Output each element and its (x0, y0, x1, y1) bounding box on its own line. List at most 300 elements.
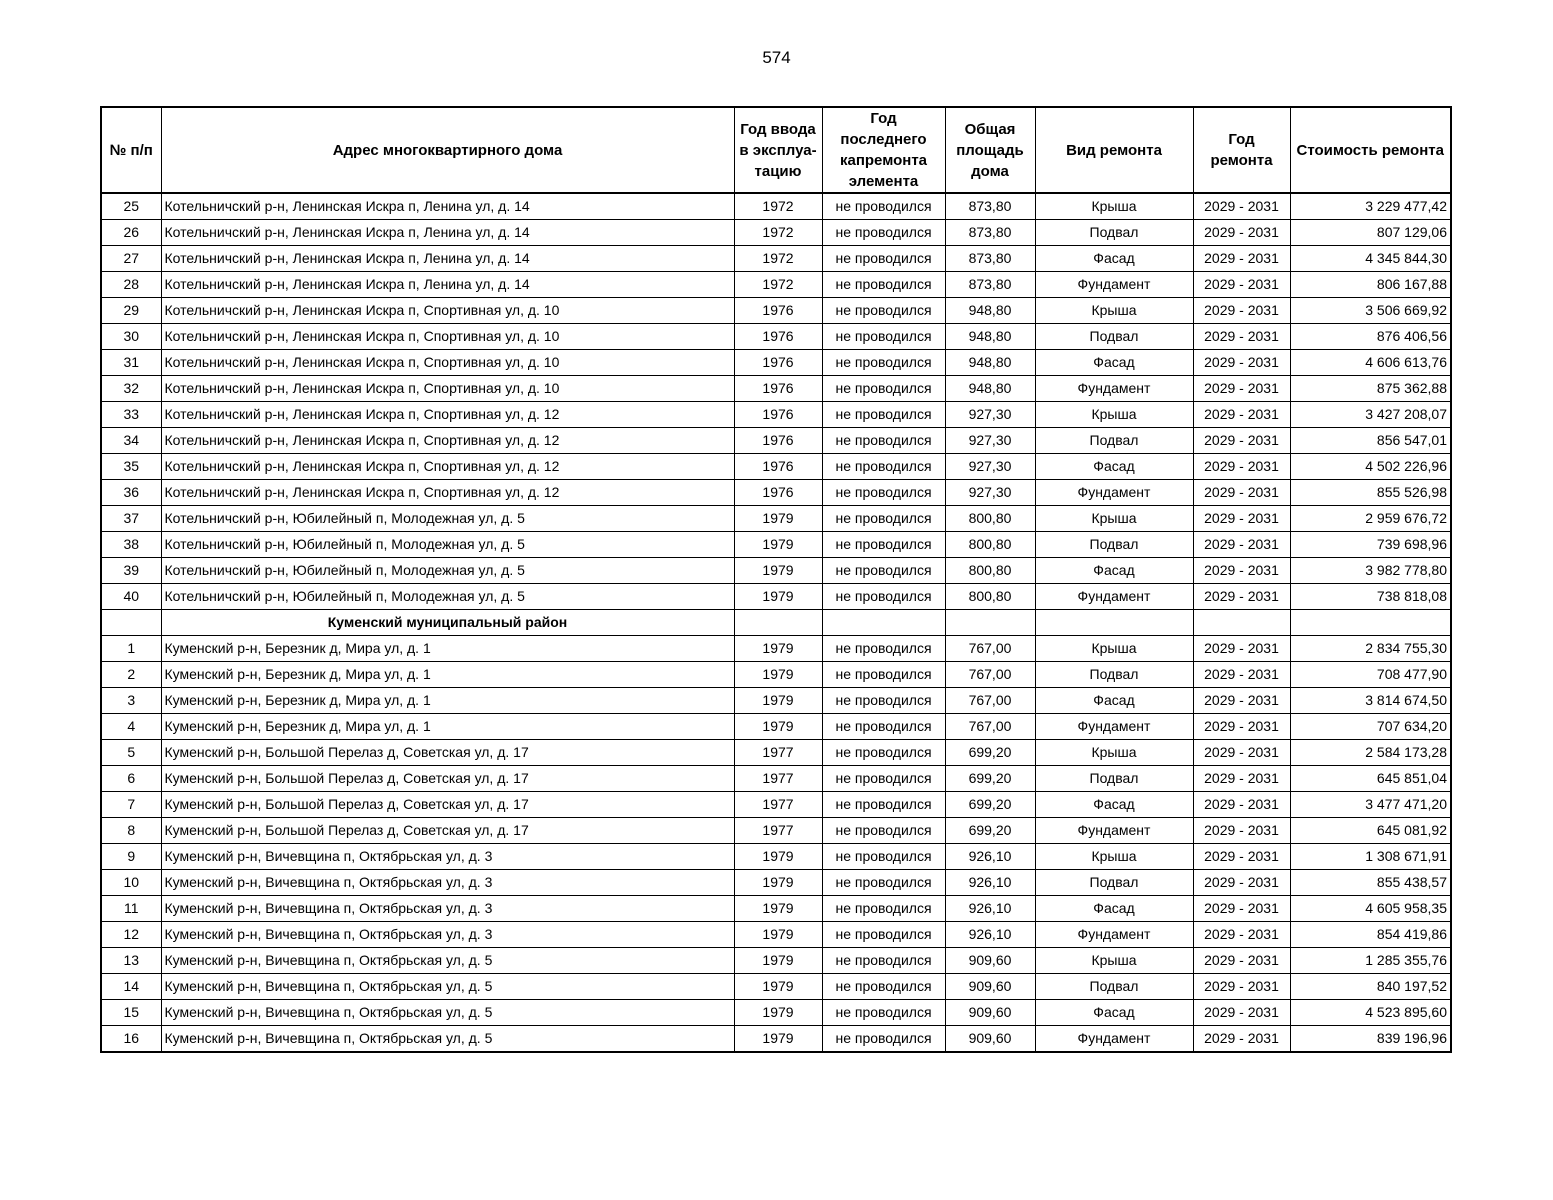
cell-repair-type: Крыша (1035, 506, 1193, 532)
cell-cost: 840 197,52 (1290, 974, 1451, 1000)
cell-cost: 856 547,01 (1290, 428, 1451, 454)
cell-num: 13 (101, 948, 161, 974)
cell-repair-type: Фасад (1035, 558, 1193, 584)
cell-cost: 839 196,96 (1290, 1026, 1451, 1053)
cell-cost: 3 229 477,42 (1290, 193, 1451, 220)
cell-cost: 739 698,96 (1290, 532, 1451, 558)
cell-repair-period: 2029 - 2031 (1193, 454, 1290, 480)
cell-area: 927,30 (945, 428, 1035, 454)
cell-year-built: 1977 (734, 740, 822, 766)
table-row (101, 870, 1451, 896)
cell-num: 9 (101, 844, 161, 870)
cell-area: 800,80 (945, 532, 1035, 558)
table-row (101, 896, 1451, 922)
cell-area: 948,80 (945, 376, 1035, 402)
cell-last-repair: не проводился (822, 506, 945, 532)
cell-year-built: 1979 (734, 662, 822, 688)
cell-cost: 855 526,98 (1290, 480, 1451, 506)
cell-repair-type: Подвал (1035, 766, 1193, 792)
cell-address: Куменский р-н, Большой Перелаз д, Советская ул, д. 17 (161, 740, 734, 766)
cell-year-built: 1979 (734, 948, 822, 974)
cell-num: 35 (101, 454, 161, 480)
cell-last-repair: не проводился (822, 558, 945, 584)
cell-cost: 3 814 674,50 (1290, 688, 1451, 714)
cell-area: 909,60 (945, 948, 1035, 974)
cell-repair-type: Фундамент (1035, 922, 1193, 948)
cell-cost: 3 427 208,07 (1290, 402, 1451, 428)
cell-repair-type: Подвал (1035, 662, 1193, 688)
cell-area: 909,60 (945, 974, 1035, 1000)
cell-repair-type: Фасад (1035, 454, 1193, 480)
table-row (101, 428, 1451, 454)
cell-num: 37 (101, 506, 161, 532)
empty-cell (822, 610, 945, 636)
empty-cell (1193, 610, 1290, 636)
table-row (101, 818, 1451, 844)
cell-last-repair: не проводился (822, 870, 945, 896)
cell-last-repair: не проводился (822, 193, 945, 220)
cell-last-repair: не проводился (822, 688, 945, 714)
cell-area: 767,00 (945, 662, 1035, 688)
cell-repair-type: Крыша (1035, 948, 1193, 974)
cell-last-repair: не проводился (822, 662, 945, 688)
cell-repair-type: Подвал (1035, 428, 1193, 454)
cell-address: Куменский р-н, Вичевщина п, Октябрьская ул, д. 5 (161, 974, 734, 1000)
cell-year-built: 1972 (734, 272, 822, 298)
cell-cost: 1 308 671,91 (1290, 844, 1451, 870)
cell-year-built: 1976 (734, 480, 822, 506)
cell-last-repair: не проводился (822, 246, 945, 272)
cell-cost: 3 506 669,92 (1290, 298, 1451, 324)
cell-num: 33 (101, 402, 161, 428)
table-row (101, 584, 1451, 610)
cell-last-repair: не проводился (822, 532, 945, 558)
cell-area: 699,20 (945, 818, 1035, 844)
cell-num: 16 (101, 1026, 161, 1053)
cell-repair-type: Крыша (1035, 636, 1193, 662)
table-row (101, 350, 1451, 376)
cell-repair-period: 2029 - 2031 (1193, 714, 1290, 740)
cell-year-built: 1979 (734, 1026, 822, 1053)
cell-last-repair: не проводился (822, 714, 945, 740)
cell-last-repair: не проводился (822, 454, 945, 480)
cell-address: Котельничский р-н, Ленинская Искра п, Спортивная ул, д. 10 (161, 350, 734, 376)
cell-area: 699,20 (945, 792, 1035, 818)
table-row (101, 193, 1451, 220)
cell-last-repair: не проводился (822, 896, 945, 922)
cell-cost: 645 081,92 (1290, 818, 1451, 844)
cell-num: 7 (101, 792, 161, 818)
header-address: Адрес многоквартирного дома (161, 107, 734, 193)
cell-cost: 1 285 355,76 (1290, 948, 1451, 974)
table-body (101, 193, 1451, 1052)
cell-repair-type: Фундамент (1035, 818, 1193, 844)
cell-repair-type: Крыша (1035, 193, 1193, 220)
cell-repair-period: 2029 - 2031 (1193, 480, 1290, 506)
cell-area: 767,00 (945, 688, 1035, 714)
cell-repair-type: Крыша (1035, 740, 1193, 766)
cell-num: 1 (101, 636, 161, 662)
cell-last-repair: не проводился (822, 948, 945, 974)
cell-year-built: 1976 (734, 454, 822, 480)
cell-repair-type: Подвал (1035, 974, 1193, 1000)
cell-year-built: 1976 (734, 350, 822, 376)
cell-year-built: 1977 (734, 792, 822, 818)
cell-repair-type: Подвал (1035, 870, 1193, 896)
cell-address: Куменский р-н, Большой Перелаз д, Советская ул, д. 17 (161, 818, 734, 844)
cell-area: 873,80 (945, 193, 1035, 220)
cell-num: 10 (101, 870, 161, 896)
cell-num: 8 (101, 818, 161, 844)
table-row (101, 714, 1451, 740)
cell-repair-period: 2029 - 2031 (1193, 818, 1290, 844)
header-area: Общая площадь дома (945, 107, 1035, 193)
cell-repair-period: 2029 - 2031 (1193, 272, 1290, 298)
cell-repair-period: 2029 - 2031 (1193, 844, 1290, 870)
table-row (101, 480, 1451, 506)
cell-repair-type: Фасад (1035, 350, 1193, 376)
cell-address: Куменский р-н, Вичевщина п, Октябрьская ул, д. 3 (161, 922, 734, 948)
cell-num: 32 (101, 376, 161, 402)
cell-repair-period: 2029 - 2031 (1193, 220, 1290, 246)
header-last-repair: Год последнего капремонта элемента (822, 107, 945, 193)
cell-year-built: 1977 (734, 818, 822, 844)
cell-repair-period: 2029 - 2031 (1193, 193, 1290, 220)
cell-last-repair: не проводился (822, 272, 945, 298)
empty-cell (1035, 610, 1193, 636)
cell-repair-period: 2029 - 2031 (1193, 974, 1290, 1000)
cell-repair-period: 2029 - 2031 (1193, 636, 1290, 662)
cell-num: 38 (101, 532, 161, 558)
cell-year-built: 1979 (734, 870, 822, 896)
cell-cost: 806 167,88 (1290, 272, 1451, 298)
cell-last-repair: не проводился (822, 402, 945, 428)
cell-repair-type: Крыша (1035, 298, 1193, 324)
cell-area: 873,80 (945, 272, 1035, 298)
cell-last-repair: не проводился (822, 922, 945, 948)
cell-repair-type: Фундамент (1035, 714, 1193, 740)
cell-last-repair: не проводился (822, 792, 945, 818)
cell-year-built: 1972 (734, 220, 822, 246)
cell-repair-period: 2029 - 2031 (1193, 246, 1290, 272)
cell-cost: 738 818,08 (1290, 584, 1451, 610)
cell-address: Котельничский р-н, Юбилейный п, Молодежная ул, д. 5 (161, 506, 734, 532)
cell-num: 27 (101, 246, 161, 272)
cell-repair-type: Фундамент (1035, 584, 1193, 610)
cell-repair-period: 2029 - 2031 (1193, 506, 1290, 532)
cell-address: Куменский р-н, Вичевщина п, Октябрьская ул, д. 5 (161, 1000, 734, 1026)
cell-num: 6 (101, 766, 161, 792)
cell-last-repair: не проводился (822, 636, 945, 662)
cell-num: 28 (101, 272, 161, 298)
cell-area: 948,80 (945, 350, 1035, 376)
header-cost: Стоимость ремонта (1290, 107, 1451, 193)
cell-num: 5 (101, 740, 161, 766)
cell-cost: 707 634,20 (1290, 714, 1451, 740)
cell-last-repair: не проводился (822, 1026, 945, 1053)
cell-address: Котельничский р-н, Ленинская Искра п, Спортивная ул, д. 10 (161, 324, 734, 350)
cell-year-built: 1979 (734, 506, 822, 532)
cell-cost: 4 606 613,76 (1290, 350, 1451, 376)
empty-cell (101, 610, 161, 636)
cell-cost: 3 477 471,20 (1290, 792, 1451, 818)
cell-repair-period: 2029 - 2031 (1193, 532, 1290, 558)
cell-area: 948,80 (945, 298, 1035, 324)
table-row (101, 740, 1451, 766)
cell-cost: 855 438,57 (1290, 870, 1451, 896)
header-year-built: Год ввода в эксплуа-тацию (734, 107, 822, 193)
cell-repair-period: 2029 - 2031 (1193, 558, 1290, 584)
cell-repair-period: 2029 - 2031 (1193, 402, 1290, 428)
cell-last-repair: не проводился (822, 376, 945, 402)
cell-area: 800,80 (945, 558, 1035, 584)
cell-num: 30 (101, 324, 161, 350)
cell-num: 4 (101, 714, 161, 740)
cell-last-repair: не проводился (822, 350, 945, 376)
cell-last-repair: не проводился (822, 428, 945, 454)
cell-repair-period: 2029 - 2031 (1193, 1026, 1290, 1053)
cell-repair-type: Фасад (1035, 896, 1193, 922)
cell-cost: 4 502 226,96 (1290, 454, 1451, 480)
cell-cost: 876 406,56 (1290, 324, 1451, 350)
cell-area: 948,80 (945, 324, 1035, 350)
cell-num: 31 (101, 350, 161, 376)
cell-repair-period: 2029 - 2031 (1193, 298, 1290, 324)
section-row (101, 610, 1451, 636)
cell-cost: 854 419,86 (1290, 922, 1451, 948)
cell-repair-period: 2029 - 2031 (1193, 662, 1290, 688)
cell-area: 926,10 (945, 896, 1035, 922)
cell-address: Котельничский р-н, Ленинская Искра п, Спортивная ул, д. 12 (161, 480, 734, 506)
cell-area: 800,80 (945, 506, 1035, 532)
cell-cost: 807 129,06 (1290, 220, 1451, 246)
table-row (101, 1026, 1451, 1053)
cell-last-repair: не проводился (822, 1000, 945, 1026)
cell-year-built: 1979 (734, 896, 822, 922)
cell-cost: 875 362,88 (1290, 376, 1451, 402)
header-repair-period: Год ремонта (1193, 107, 1290, 193)
cell-repair-type: Фундамент (1035, 376, 1193, 402)
cell-address: Котельничский р-н, Ленинская Искра п, Спортивная ул, д. 12 (161, 428, 734, 454)
table-row (101, 844, 1451, 870)
page-number: 574 (762, 48, 791, 67)
cell-repair-period: 2029 - 2031 (1193, 688, 1290, 714)
cell-repair-type: Подвал (1035, 532, 1193, 558)
cell-area: 800,80 (945, 584, 1035, 610)
table-row (101, 324, 1451, 350)
table-row (101, 532, 1451, 558)
cell-repair-period: 2029 - 2031 (1193, 428, 1290, 454)
cell-cost: 2 834 755,30 (1290, 636, 1451, 662)
cell-last-repair: не проводился (822, 584, 945, 610)
cell-repair-type: Крыша (1035, 844, 1193, 870)
cell-year-built: 1976 (734, 402, 822, 428)
cell-repair-type: Подвал (1035, 220, 1193, 246)
cell-year-built: 1976 (734, 324, 822, 350)
table-row (101, 688, 1451, 714)
cell-last-repair: не проводился (822, 220, 945, 246)
cell-area: 909,60 (945, 1026, 1035, 1053)
cell-last-repair: не проводился (822, 766, 945, 792)
table-header (101, 107, 1451, 193)
cell-area: 927,30 (945, 402, 1035, 428)
cell-cost: 2 959 676,72 (1290, 506, 1451, 532)
section-title: Куменский муниципальный район (161, 610, 734, 636)
table-row (101, 402, 1451, 428)
cell-area: 927,30 (945, 480, 1035, 506)
cell-address: Котельничский р-н, Ленинская Искра п, Ленина ул, д. 14 (161, 193, 734, 220)
cell-year-built: 1972 (734, 193, 822, 220)
cell-cost: 4 345 844,30 (1290, 246, 1451, 272)
cell-year-built: 1979 (734, 974, 822, 1000)
header-repair-type: Вид ремонта (1035, 107, 1193, 193)
cell-address: Куменский р-н, Большой Перелаз д, Советская ул, д. 17 (161, 766, 734, 792)
cell-year-built: 1979 (734, 922, 822, 948)
cell-address: Куменский р-н, Березник д, Мира ул, д. 1 (161, 662, 734, 688)
cell-num: 34 (101, 428, 161, 454)
cell-num: 3 (101, 688, 161, 714)
cell-repair-type: Фасад (1035, 1000, 1193, 1026)
cell-area: 767,00 (945, 636, 1035, 662)
cell-cost: 3 982 778,80 (1290, 558, 1451, 584)
cell-repair-type: Фундамент (1035, 480, 1193, 506)
cell-last-repair: не проводился (822, 740, 945, 766)
cell-year-built: 1979 (734, 1000, 822, 1026)
repair-registry-table (100, 106, 1452, 1053)
cell-address: Котельничский р-н, Ленинская Искра п, Ленина ул, д. 14 (161, 220, 734, 246)
cell-last-repair: не проводился (822, 974, 945, 1000)
header-num: № п/п (101, 107, 161, 193)
table-row (101, 298, 1451, 324)
table-row (101, 272, 1451, 298)
table-row (101, 636, 1451, 662)
cell-cost: 645 851,04 (1290, 766, 1451, 792)
cell-last-repair: не проводился (822, 298, 945, 324)
cell-num: 36 (101, 480, 161, 506)
cell-num: 39 (101, 558, 161, 584)
cell-address: Куменский р-н, Большой Перелаз д, Советская ул, д. 17 (161, 792, 734, 818)
cell-address: Куменский р-н, Березник д, Мира ул, д. 1 (161, 636, 734, 662)
cell-area: 767,00 (945, 714, 1035, 740)
cell-repair-period: 2029 - 2031 (1193, 896, 1290, 922)
cell-last-repair: не проводился (822, 324, 945, 350)
cell-repair-type: Фасад (1035, 688, 1193, 714)
cell-area: 699,20 (945, 740, 1035, 766)
cell-num: 2 (101, 662, 161, 688)
cell-address: Куменский р-н, Вичевщина п, Октябрьская ул, д. 3 (161, 870, 734, 896)
table-row (101, 376, 1451, 402)
table-row (101, 506, 1451, 532)
cell-repair-period: 2029 - 2031 (1193, 324, 1290, 350)
cell-cost: 2 584 173,28 (1290, 740, 1451, 766)
cell-address: Котельничский р-н, Ленинская Искра п, Спортивная ул, д. 10 (161, 298, 734, 324)
cell-area: 926,10 (945, 922, 1035, 948)
cell-year-built: 1972 (734, 246, 822, 272)
cell-year-built: 1976 (734, 428, 822, 454)
cell-repair-period: 2029 - 2031 (1193, 922, 1290, 948)
cell-address: Котельничский р-н, Юбилейный п, Молодежная ул, д. 5 (161, 532, 734, 558)
cell-repair-type: Фасад (1035, 792, 1193, 818)
cell-year-built: 1979 (734, 844, 822, 870)
cell-address: Куменский р-н, Вичевщина п, Октябрьская ул, д. 3 (161, 896, 734, 922)
table-row (101, 766, 1451, 792)
cell-address: Куменский р-н, Вичевщина п, Октябрьская ул, д. 5 (161, 948, 734, 974)
cell-area: 926,10 (945, 844, 1035, 870)
cell-last-repair: не проводился (822, 480, 945, 506)
cell-year-built: 1977 (734, 766, 822, 792)
cell-address: Котельничский р-н, Юбилейный п, Молодежная ул, д. 5 (161, 584, 734, 610)
cell-repair-period: 2029 - 2031 (1193, 376, 1290, 402)
cell-num: 25 (101, 193, 161, 220)
cell-address: Куменский р-н, Вичевщина п, Октябрьская ул, д. 5 (161, 1026, 734, 1053)
cell-repair-period: 2029 - 2031 (1193, 870, 1290, 896)
cell-num: 12 (101, 922, 161, 948)
cell-repair-period: 2029 - 2031 (1193, 792, 1290, 818)
cell-repair-type: Фасад (1035, 246, 1193, 272)
cell-year-built: 1976 (734, 376, 822, 402)
cell-repair-type: Фундамент (1035, 272, 1193, 298)
cell-last-repair: не проводился (822, 844, 945, 870)
cell-repair-type: Фундамент (1035, 1026, 1193, 1053)
cell-last-repair: не проводился (822, 818, 945, 844)
cell-repair-period: 2029 - 2031 (1193, 1000, 1290, 1026)
cell-year-built: 1979 (734, 558, 822, 584)
cell-num: 29 (101, 298, 161, 324)
cell-year-built: 1979 (734, 636, 822, 662)
cell-num: 40 (101, 584, 161, 610)
empty-cell (945, 610, 1035, 636)
table-row (101, 662, 1451, 688)
cell-address: Котельничский р-н, Ленинская Искра п, Спортивная ул, д. 12 (161, 402, 734, 428)
cell-address: Куменский р-н, Березник д, Мира ул, д. 1 (161, 714, 734, 740)
cell-address: Котельничский р-н, Ленинская Искра п, Спортивная ул, д. 10 (161, 376, 734, 402)
cell-num: 26 (101, 220, 161, 246)
cell-area: 873,80 (945, 246, 1035, 272)
cell-area: 926,10 (945, 870, 1035, 896)
table-row (101, 558, 1451, 584)
cell-area: 699,20 (945, 766, 1035, 792)
cell-year-built: 1979 (734, 584, 822, 610)
cell-repair-period: 2029 - 2031 (1193, 740, 1290, 766)
cell-year-built: 1976 (734, 298, 822, 324)
cell-repair-type: Крыша (1035, 402, 1193, 428)
cell-num: 14 (101, 974, 161, 1000)
cell-cost: 4 605 958,35 (1290, 896, 1451, 922)
cell-year-built: 1979 (734, 532, 822, 558)
table-row (101, 948, 1451, 974)
cell-year-built: 1979 (734, 688, 822, 714)
cell-area: 909,60 (945, 1000, 1035, 1026)
cell-repair-period: 2029 - 2031 (1193, 766, 1290, 792)
cell-address: Котельничский р-н, Юбилейный п, Молодежная ул, д. 5 (161, 558, 734, 584)
cell-repair-period: 2029 - 2031 (1193, 350, 1290, 376)
cell-area: 927,30 (945, 454, 1035, 480)
empty-cell (734, 610, 822, 636)
cell-cost: 4 523 895,60 (1290, 1000, 1451, 1026)
table-row (101, 792, 1451, 818)
cell-cost: 708 477,90 (1290, 662, 1451, 688)
empty-cell (1290, 610, 1451, 636)
cell-repair-period: 2029 - 2031 (1193, 584, 1290, 610)
table-row (101, 454, 1451, 480)
cell-area: 873,80 (945, 220, 1035, 246)
table-row (101, 922, 1451, 948)
table-row (101, 246, 1451, 272)
cell-address: Котельничский р-н, Ленинская Искра п, Ленина ул, д. 14 (161, 272, 734, 298)
cell-num: 11 (101, 896, 161, 922)
cell-address: Котельничский р-н, Ленинская Искра п, Спортивная ул, д. 12 (161, 454, 734, 480)
table-row (101, 220, 1451, 246)
